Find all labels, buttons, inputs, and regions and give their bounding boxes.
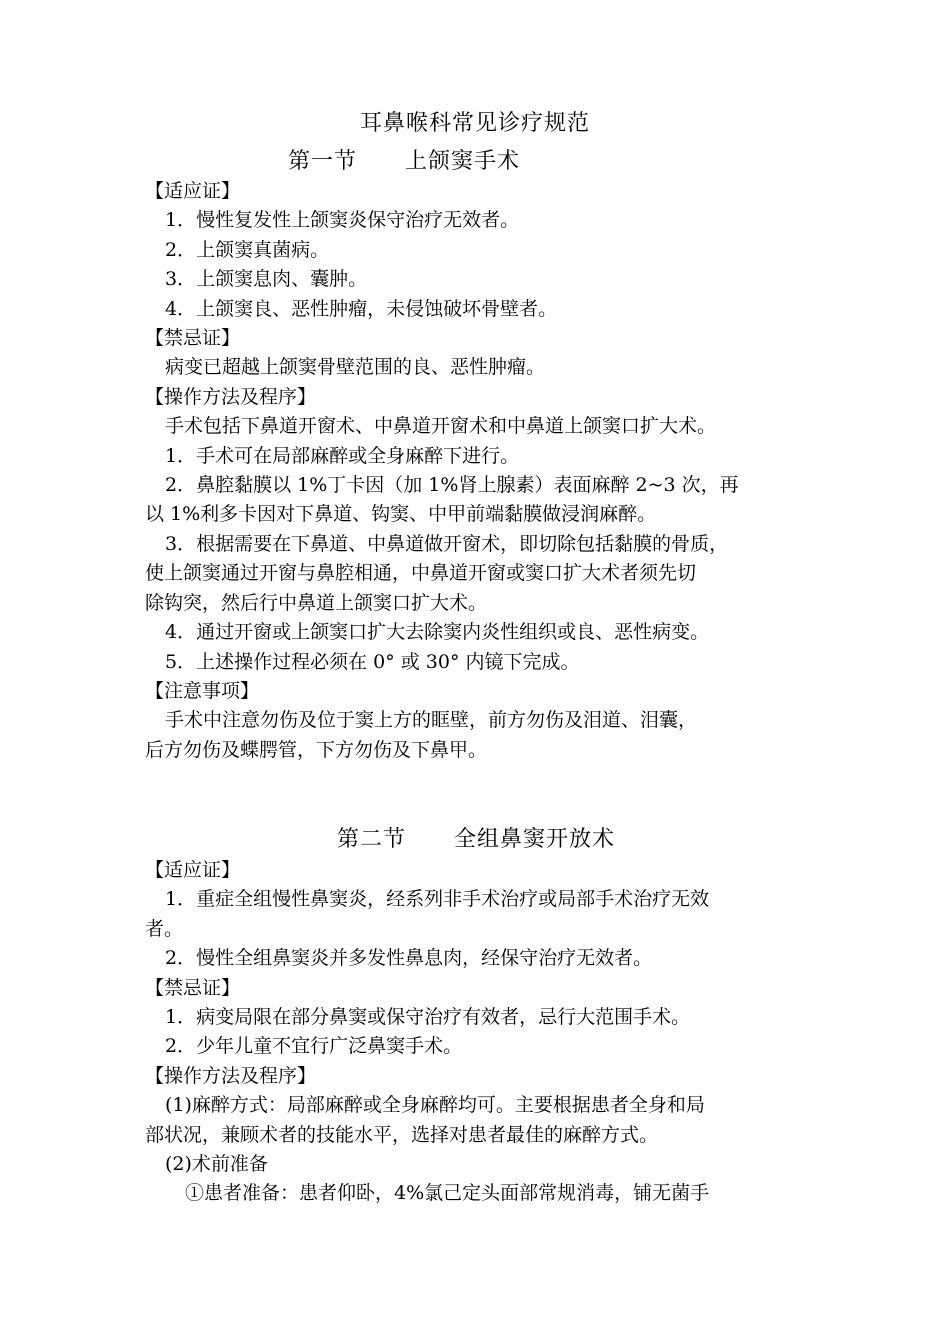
- text-line: 者。: [145, 917, 184, 940]
- text-line: 2．上颌窦真菌病。: [165, 238, 330, 261]
- text-line: 后方勿伤及蝶腭管，下方勿伤及下鼻甲。: [145, 738, 488, 761]
- section-label: 【适应证】: [145, 859, 241, 881]
- text-line: 2．鼻腔黏膜以 1%丁卡因（加 1%肾上腺素）表面麻醉 2~3 次，再: [165, 474, 739, 497]
- text-line: 1．慢性复发性上颌窦炎保守治疗无效者。: [165, 209, 520, 232]
- text-line: 使上颌窦通过开窗与鼻腔相通，中鼻道开窗或窦口扩大术者须先切: [145, 562, 697, 585]
- text-line: 除钩突，然后行中鼻道上颌窦口扩大术。: [145, 591, 488, 614]
- section-1-heading: [288, 144, 520, 175]
- text-line: 5．上述操作过程必须在 0° 或 30° 内镜下完成。: [165, 650, 580, 673]
- text-line: 病变已超越上颌窦骨壁范围的良、恶性肿瘤。: [165, 356, 546, 379]
- text-line: 1．手术可在局部麻醉或全身麻醉下进行。: [165, 444, 520, 467]
- text-line: ①患者准备：患者仰卧，4%氯己定头面部常规消毒，铺无菌手: [185, 1182, 710, 1205]
- text-line: (2)术前准备: [165, 1153, 268, 1176]
- section-1-body: [145, 177, 825, 765]
- text-line: 1．病变局限在部分鼻窦或保守治疗有效者，忌行大范围手术。: [165, 1006, 691, 1029]
- text-line: 2．慢性全组鼻窦炎并多发性鼻息肉，经保守治疗无效者。: [165, 947, 653, 970]
- section-label: 【禁忌证】: [145, 327, 241, 350]
- text-line: 2．少年儿童不宜行广泛鼻窦手术。: [165, 1035, 463, 1058]
- section-1-number: 第一节: [288, 149, 358, 174]
- text-line: 以 1%利多卡因对下鼻道、钩窦、中甲前端黏膜做浸润麻醉。: [145, 503, 657, 526]
- section-1-name: 上颌窦手术: [405, 149, 521, 174]
- text-line: (1)麻醉方式：局部麻醉或全身麻醉均可。主要根据患者全身和局: [165, 1094, 705, 1117]
- text-line: 手术中注意勿伤及位于窦上方的眶壁，前方勿伤及泪道、泪囊，: [165, 709, 698, 732]
- section-label: 【禁忌证】: [145, 976, 241, 999]
- section-label: 【注意事项】: [145, 679, 260, 702]
- text-line: 3．上颌窦息肉、囊肿。: [165, 268, 368, 291]
- section-label: 【适应证】: [145, 180, 241, 202]
- section-2-number: 第二节: [337, 827, 407, 852]
- text-line: 3．根据需要在下鼻道、中鼻道做开窗术，即切除包括黏膜的骨质，: [165, 532, 729, 555]
- section-2-name: 全组鼻窦开放术: [454, 827, 616, 852]
- section-label: 【操作方法及程序】: [145, 385, 317, 408]
- section-2-heading: [337, 822, 615, 853]
- document-title: 耳鼻喉科常见诊疗规范: [359, 111, 590, 136]
- section-label: 【操作方法及程序】: [145, 1064, 317, 1087]
- text-line: 部状况，兼顾术者的技能水平，选择对患者最佳的麻醉方式。: [145, 1123, 659, 1146]
- text-line: 手术包括下鼻道开窗术、中鼻道开窗术和中鼻道上颌窦口扩大术。: [165, 415, 717, 438]
- text-line: 4．上颌窦良、恶性肿瘤，未侵蚀破坏骨壁者。: [165, 297, 558, 320]
- text-line: 4．通过开窗或上颌窦口扩大去除窦内炎性组织或良、恶性病变。: [165, 621, 710, 644]
- text-line: 1．重症全组慢性鼻窦炎，经系列非手术治疗或局部手术治疗无效: [165, 888, 710, 911]
- section-2-body: [145, 856, 825, 1209]
